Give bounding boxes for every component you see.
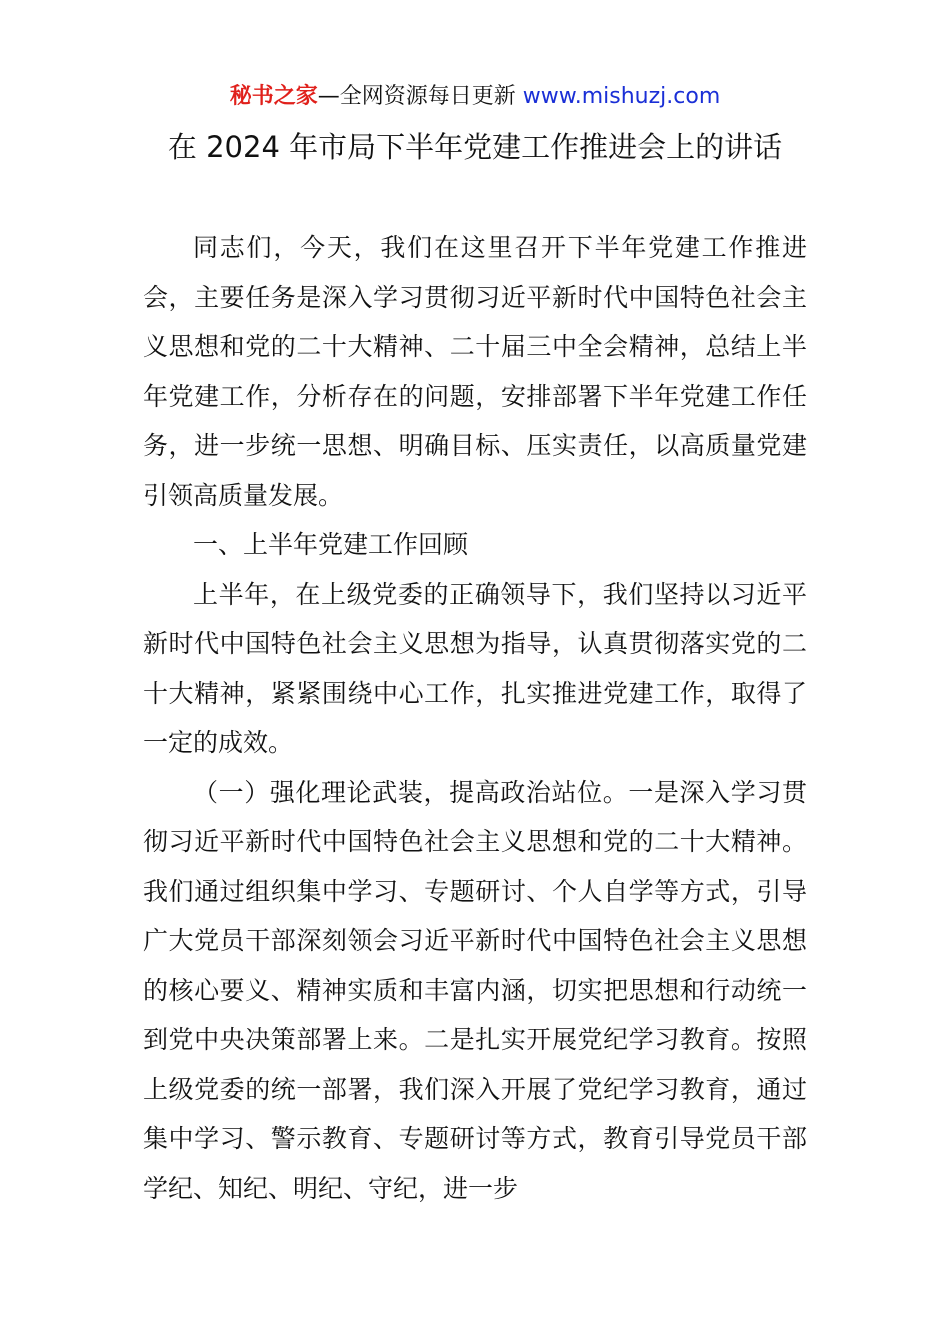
site-url-link[interactable]: www.mishuzj.com [522,84,721,109]
site-header [0,80,950,114]
section-heading: 一、上半年党建工作回顾 [193,530,469,559]
document-title: 在 2024 年市局下半年党建工作推进会上的讲话 [167,130,783,164]
document-body [143,223,807,1213]
paragraph-opening: 同志们，今天，我们在这里召开下半年党建工作推进会，主要任务是深入学习贯彻习近平新时代中国特色社会主义思想和党的二十大精神、二十届三中全会精神，总结上半年党建工作，分析存在的问题，安排部署下半年党建工作任务，进一步统一思想、明确目标、压实责任，以高质量党建引领高质量发展。 [143,233,807,510]
paragraph-review: 上半年，在上级党委的正确领导下，我们坚持以习近平新时代中国特色社会主义思想为指导，认真贯彻落实党的二十大精神，紧紧围绕中心工作，扎实推进党建工作，取得了一定的成效。 [143,579,807,757]
site-brand: 秘书之家 [229,84,318,109]
site-tagline: —全网资源每日更新 [317,84,523,109]
paragraph-theory: （一）强化理论武装，提高政治站位。一是深入学习贯彻习近平新时代中国特色社会主义思想和党的二十大精神。我们通过组织集中学习、专题研讨、个人自学等方式，引导广大党员干部深刻领会习近平新时代中国特色社会主义思想的核心要义、精神实质和丰富内涵，切实把思想和行动统一到党中央决策部署上来。二是扎实开展党纪学习教育。按照上级党委的统一部署，我们深入开展了党纪学习教育，通过集中学习、警示教育、专题研讨等方式，教育引导党员干部学纪、知纪、明纪、守纪，进一步 [143,777,807,1203]
